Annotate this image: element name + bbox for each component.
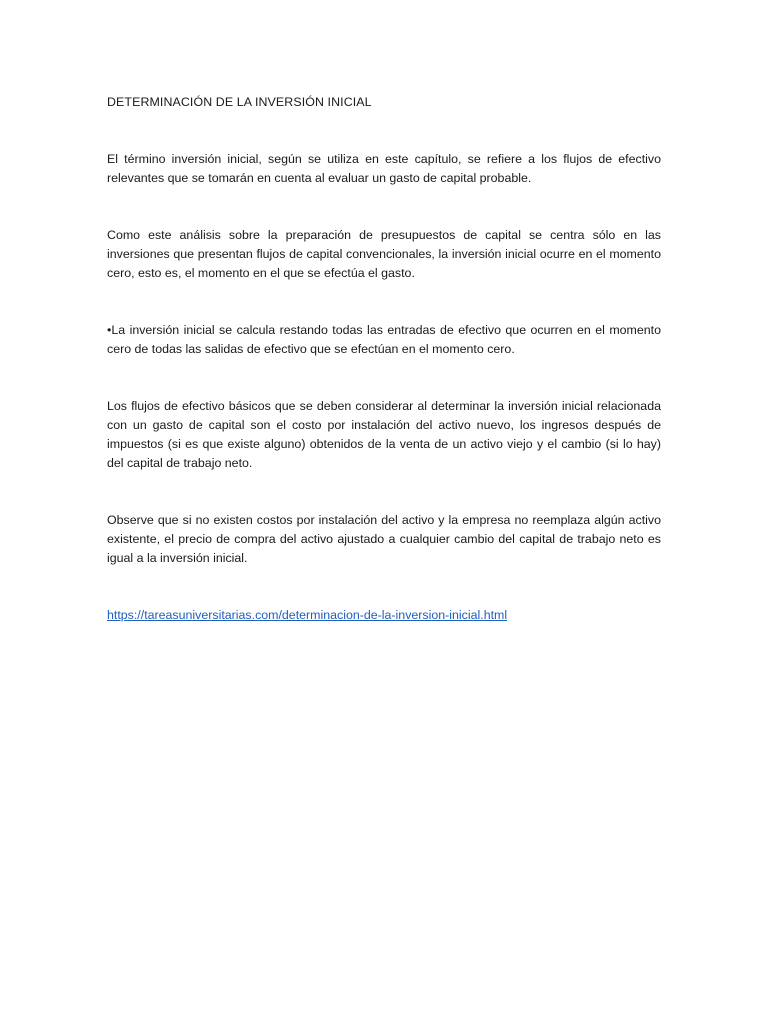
paragraph-1: El término inversión inicial, según se utiliza en este capítulo, se refiere a los flujos de efectivo relevantes que se tomarán en cuenta al evaluar un gasto de capital probable. bbox=[107, 152, 661, 185]
paragraph-3: •La inversión inicial se calcula restando todas las entradas de efectivo que ocurren en el momento cero de todas las salidas de efectivo que se efectúan en el momento cero. bbox=[107, 323, 661, 356]
paragraph-4: Los flujos de efectivo básicos que se deben considerar al determinar la inversión inicial relacionada con un gasto de capital son el costo por instalación del activo nuevo, los ingresos después de impuestos (si es que existe alguno) obtenidos de la venta de un activo viejo y el cambio (si lo hay) del capital de trabajo neto. bbox=[107, 399, 661, 470]
paragraph-2: Como este análisis sobre la preparación de presupuestos de capital se centra sólo en las inversiones que presentan flujos de capital convencionales, la inversión inicial ocurre en el momento cero, esto es, el momento en el que se efectúa el gasto. bbox=[107, 228, 661, 280]
paragraph-5: Observe que si no existen costos por instalación del activo y la empresa no reemplaza algún activo existente, el precio de compra del activo ajustado a cualquier cambio del capital de trabajo neto es igual a la inversión inicial. bbox=[107, 513, 661, 565]
document-title: DETERMINACIÓN DE LA INVERSIÓN INICIAL bbox=[107, 95, 372, 109]
document-body bbox=[107, 93, 661, 625]
source-link[interactable]: https://tareasuniversitarias.com/determinacion-de-la-inversion-inicial.html bbox=[107, 608, 508, 622]
